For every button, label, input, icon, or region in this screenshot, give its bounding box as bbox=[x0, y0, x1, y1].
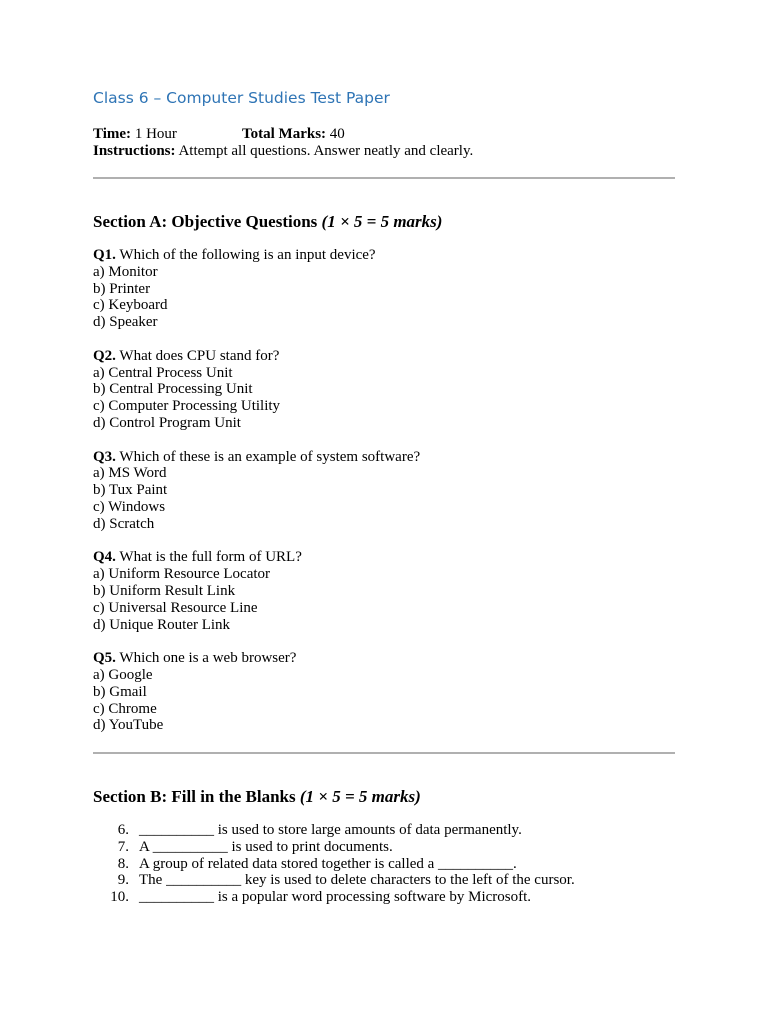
blank-item bbox=[93, 856, 575, 873]
answer-option: c) Computer Processing Utility bbox=[93, 398, 281, 415]
blank-number: 9. bbox=[117, 872, 129, 889]
section-b-heading bbox=[93, 787, 421, 807]
time-value: 1 Hour bbox=[134, 126, 177, 142]
page-title: Class 6 – Computer Studies Test Paper bbox=[93, 89, 390, 107]
question-number: Q2. bbox=[93, 347, 116, 364]
answer-option: d) Control Program Unit bbox=[93, 414, 241, 431]
question-5 bbox=[93, 650, 420, 734]
blank-text: __________ is used to store large amounts of data permanently. bbox=[139, 822, 522, 838]
instructions-row bbox=[93, 143, 473, 160]
answer-option: b) Tux Paint bbox=[93, 482, 168, 499]
paper-meta bbox=[93, 126, 473, 160]
answer-option: a) Google bbox=[93, 666, 153, 683]
blank-item bbox=[93, 822, 575, 839]
answer-option: d) Speaker bbox=[93, 314, 158, 331]
blank-number: 8. bbox=[117, 855, 129, 872]
answer-option: d) YouTube bbox=[93, 717, 164, 734]
question-2 bbox=[93, 348, 420, 432]
answer-option: c) Windows bbox=[93, 498, 166, 515]
question-text: What is the full form of URL? bbox=[119, 549, 302, 566]
question-text-line bbox=[93, 247, 420, 264]
answer-option: d) Scratch bbox=[93, 515, 155, 532]
answer-option: a) Monitor bbox=[93, 263, 158, 280]
blank-number: 7. bbox=[117, 838, 129, 855]
total-marks bbox=[242, 126, 345, 143]
blank-item bbox=[93, 889, 575, 906]
time-label: Time: bbox=[93, 126, 132, 142]
answer-option: b) Printer bbox=[93, 280, 151, 297]
total-marks-value: 40 bbox=[329, 126, 345, 142]
blank-text: A group of related data stored together is called a __________. bbox=[139, 855, 517, 872]
section-a-marks: (1 × 5 = 5 marks) bbox=[321, 212, 443, 231]
question-number: Q1. bbox=[93, 247, 116, 263]
question-3 bbox=[93, 449, 420, 533]
question-text-line bbox=[93, 348, 420, 365]
blank-number: 6. bbox=[117, 822, 129, 838]
instructions-text: Attempt all questions. Answer neatly and clearly. bbox=[178, 143, 474, 159]
section-b-marks: (1 × 5 = 5 marks) bbox=[299, 787, 421, 806]
question-4 bbox=[93, 549, 420, 633]
answer-option: a) Uniform Resource Locator bbox=[93, 566, 271, 583]
question-1 bbox=[93, 247, 420, 331]
question-text: What does CPU stand for? bbox=[119, 347, 280, 364]
question-number: Q5. bbox=[93, 650, 116, 667]
answer-option: a) Central Process Unit bbox=[93, 364, 233, 381]
question-text-line bbox=[93, 549, 420, 566]
fill-blanks-list bbox=[93, 822, 575, 906]
blank-text: A __________ is used to print documents. bbox=[139, 838, 393, 855]
answer-option: a) MS Word bbox=[93, 465, 167, 482]
section-a-title: Section A: Objective Questions bbox=[93, 212, 318, 231]
section-a-heading bbox=[93, 212, 442, 232]
question-list bbox=[93, 247, 420, 751]
answer-option: d) Unique Router Link bbox=[93, 616, 231, 633]
instructions-label: Instructions: bbox=[93, 143, 176, 159]
question-number: Q4. bbox=[93, 549, 116, 566]
divider-middle bbox=[93, 752, 675, 754]
blank-number: 10. bbox=[110, 889, 129, 906]
question-text: Which of the following is an input device? bbox=[119, 247, 376, 263]
total-marks-label: Total Marks: bbox=[242, 126, 327, 142]
blank-text: __________ is a popular word processing software by Microsoft. bbox=[139, 889, 532, 906]
answer-option: c) Universal Resource Line bbox=[93, 599, 258, 616]
answer-option: b) Gmail bbox=[93, 683, 147, 700]
answer-option: c) Keyboard bbox=[93, 297, 168, 314]
answer-option: c) Chrome bbox=[93, 700, 157, 717]
question-text: Which one is a web browser? bbox=[119, 650, 297, 667]
time-marks-row bbox=[93, 126, 473, 143]
answer-option: b) Uniform Result Link bbox=[93, 582, 236, 599]
blank-item bbox=[93, 839, 575, 856]
blank-item bbox=[93, 872, 575, 889]
question-text-line bbox=[93, 449, 420, 466]
divider-top bbox=[93, 177, 675, 179]
question-text-line bbox=[93, 650, 420, 667]
blank-text: The __________ key is used to delete characters to the left of the cursor. bbox=[139, 872, 575, 889]
question-number: Q3. bbox=[93, 448, 116, 465]
answer-option: b) Central Processing Unit bbox=[93, 381, 253, 398]
section-b-title: Section B: Fill in the Blanks bbox=[93, 787, 296, 806]
question-text: Which of these is an example of system software? bbox=[119, 448, 421, 465]
